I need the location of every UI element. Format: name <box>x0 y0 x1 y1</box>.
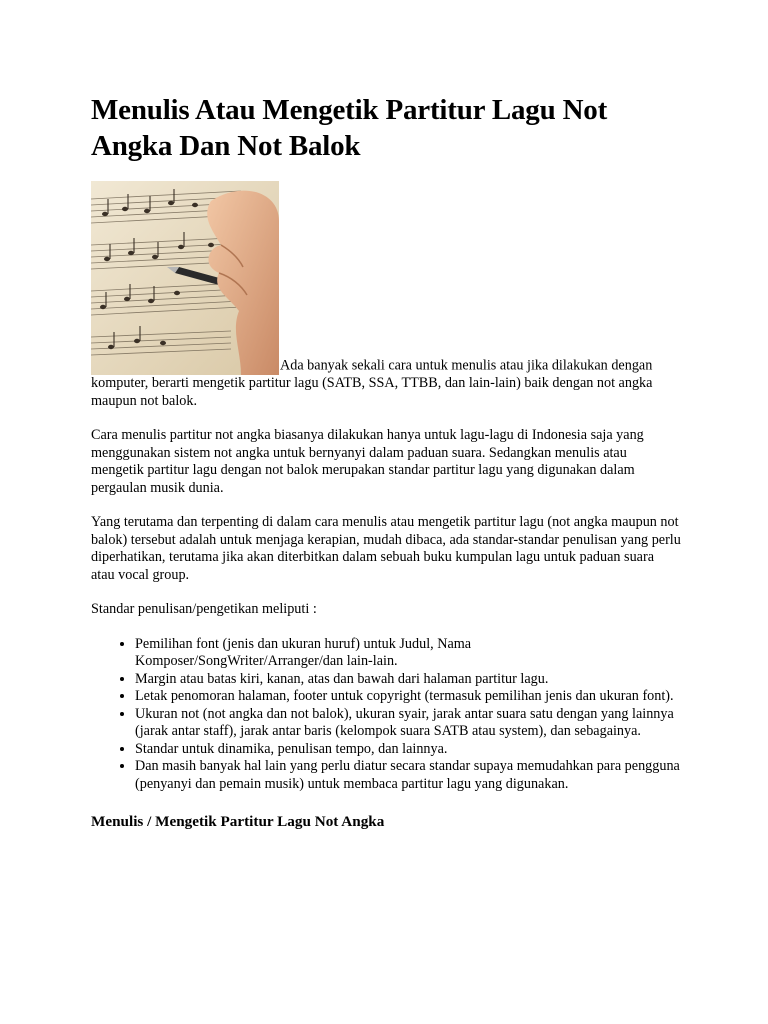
list-item: • Dan masih banyak hal lain yang perlu diatur secara standar supaya memudahkan para pengguna (penyanyi dan pemain musik) untuk membaca partitur lagu yang digunakan. <box>135 758 681 793</box>
list-item: • Ukuran not (not angka dan not balok), ukuran syair, jarak antar suara satu dengan yang lainnya (jarak antar staff), jarak antar baris (kelompok suara SATB atau system), dan sebagainya. <box>135 706 681 741</box>
article-title: Menulis Atau Mengetik Partitur Lagu Not Angka Dan Not Balok <box>91 94 608 162</box>
paragraph-3: Standar penulisan/pengetikan meliputi : <box>91 601 317 617</box>
paragraph-1: Cara menulis partitur not angka biasanya dilakukan hanya untuk lagu-lagu di Indonesia saja yang menggunakan sistem not angka untuk bernyanyi dalam paduan suara. Sedangkan menulis atau mengetik partitur lagu dengan not balok merupakan standar partitur lagu yang digunakan dalam pergaulan musik dunia. <box>91 427 644 496</box>
paragraph-2: Yang terutama dan terpenting di dalam cara menulis atau mengetik partitur lagu (not angka maupun not balok) tersebut adalah untuk menjaga kerapian, mudah dibaca, ada standar-standar penulisan yang perlu diperhatikan, terutama jika akan diterbitkan dalam sebuah buku kumpulan lagu untuk paduan suara atau vocal group. <box>91 514 681 583</box>
article <box>91 92 681 831</box>
list-item: • Letak penomoran halaman, footer untuk copyright (termasuk pemilihan jenis dan ukuran font). <box>135 688 681 706</box>
list-item: • Margin atau batas kiri, kanan, atas dan bawah dari halaman partitur lagu. <box>135 671 681 689</box>
section-subheading: Menulis / Mengetik Partitur Lagu Not Angka <box>91 813 385 830</box>
intro-text: Ada banyak sekali cara untuk menulis atau jika dilakukan dengan komputer, berarti mengetik partitur lagu (SATB, SSA, TTBB, dan lain-lain) baik dengan not angka maupun not balok. <box>91 357 653 409</box>
list-item: • Standar untuk dinamika, penulisan tempo, dan lainnya. <box>135 741 681 759</box>
standards-list <box>91 636 681 794</box>
list-item: • Pemilihan font (jenis dan ukuran huruf) untuk Judul, Nama Komposer/SongWriter/Arranger/dan lain-lain. <box>135 636 681 671</box>
intro-paragraph <box>91 181 681 410</box>
music-writing-photo <box>91 181 279 375</box>
